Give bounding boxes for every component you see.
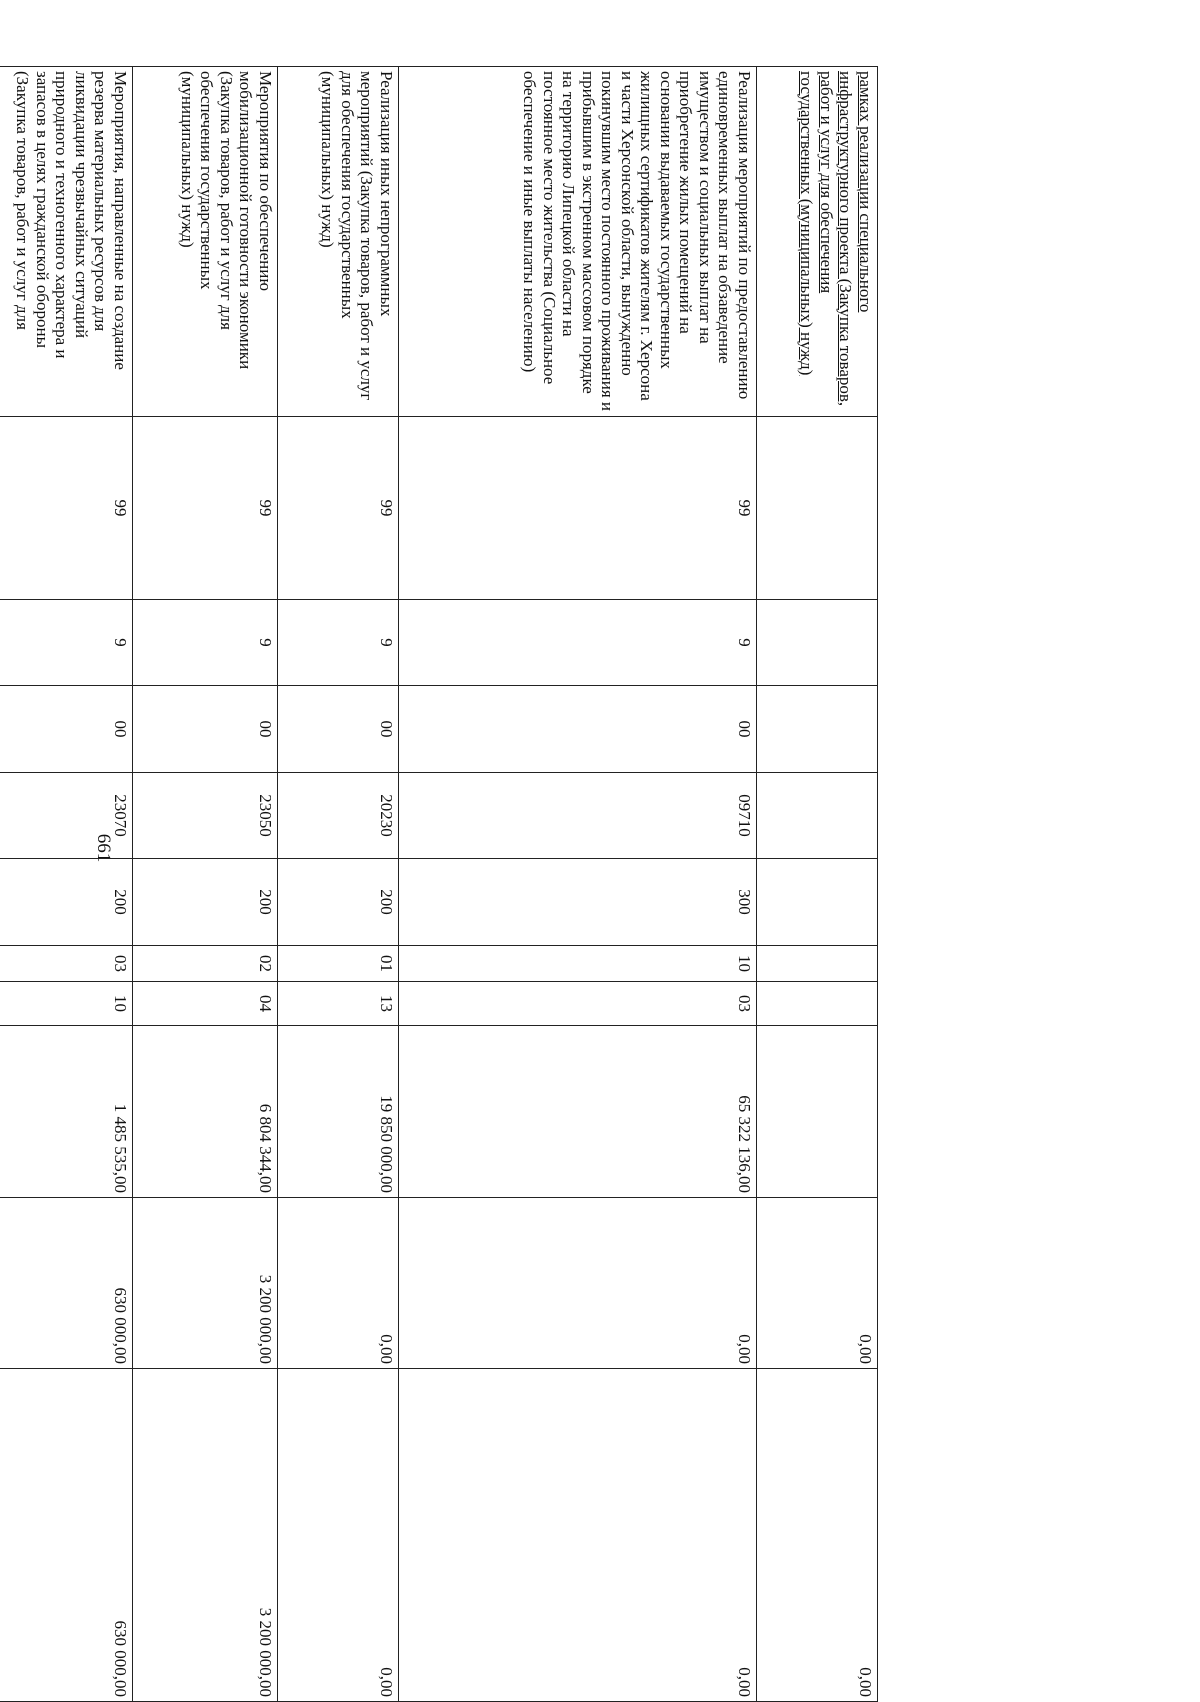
- cell-amount-3: 0,00: [757, 1369, 878, 1702]
- cell-section: 01: [278, 946, 399, 982]
- row-description: рамках реализации специального инфраструктурного проекта (Закупка товаров, работ и услуг для обеспечения государственных (муниципальных) нужд): [757, 67, 878, 417]
- cell-program: 99: [278, 417, 399, 600]
- cell-amount-2: 0,00: [757, 1198, 878, 1369]
- cell-subsection: 04: [133, 982, 278, 1026]
- cell-subprogram: 9: [399, 600, 757, 686]
- cell-program: 99: [399, 417, 757, 600]
- cell-amount-2: 3 200 000,00: [133, 1198, 278, 1369]
- row-description: Мероприятия по обеспечению мобилизационной готовности экономики (Закупка товаров, работ и услуг для обеспечения государственных (муниципальных) нужд): [133, 67, 278, 417]
- cell-direction: 00: [133, 686, 278, 773]
- cell-subprogram: 9: [133, 600, 278, 686]
- cell-program: 99: [133, 417, 278, 600]
- table-row: [0, 67, 133, 1702]
- cell-amount-1: [757, 1026, 878, 1198]
- cell-direction: [757, 686, 878, 773]
- cell-code: 20230: [278, 773, 399, 859]
- cell-kvr: 200: [278, 859, 399, 946]
- table-row: [278, 67, 399, 1702]
- cell-amount-3: 3 200 000,00: [133, 1369, 278, 1702]
- cell-subsection: [757, 982, 878, 1026]
- cell-direction: 00: [278, 686, 399, 773]
- cell-code: 23070: [0, 773, 133, 859]
- row-description: Мероприятия, направленные на создание резерва материальных ресурсов для ликвидации чрезвычайных ситуаций природного и техногенного характера и запасов в целях гражданской обороны (Закупка товаров, работ и услуг для: [0, 67, 133, 417]
- row-description: Реализация иных непрограммных мероприятий (Закупка товаров, работ и услуг для обеспечения государственных (муниципальных) нужд): [278, 67, 399, 417]
- cell-code: 23050: [133, 773, 278, 859]
- cell-direction: 00: [0, 686, 133, 773]
- cell-amount-2: 0,00: [399, 1198, 757, 1369]
- cell-amount-3: 630 000,00: [0, 1369, 133, 1702]
- row-description: Реализация мероприятий по предоставлению единовременных выплат на обзаведение имуществом и социальных выплат на приобретение жилых помещений на основании выдаваемых государственных жилищных сертификатов жителям г. Херсона и части Херсонской области, вынужденно покинувшим место постоянного проживания и прибывшим в экстренном массовом порядке на территорию Липецкой области на постоянное место жительства (Социальное обеспечение и иные выплаты населению): [399, 67, 757, 417]
- cell-section: 02: [133, 946, 278, 982]
- cell-kvr: 200: [133, 859, 278, 946]
- cell-subsection: 03: [399, 982, 757, 1026]
- cell-subprogram: [757, 600, 878, 686]
- cell-subsection: 13: [278, 982, 399, 1026]
- budget-table: [0, 66, 878, 1702]
- cell-kvr: [757, 859, 878, 946]
- cell-section: 03: [0, 946, 133, 982]
- cell-direction: 00: [399, 686, 757, 773]
- cell-kvr: 300: [399, 859, 757, 946]
- cell-subprogram: 9: [0, 600, 133, 686]
- table-row: [399, 67, 757, 1702]
- cell-amount-1: 19 850 000,00: [278, 1026, 399, 1198]
- cell-section: [757, 946, 878, 982]
- cell-amount-2: 630 000,00: [0, 1198, 133, 1369]
- cell-program: [757, 417, 878, 600]
- cell-subprogram: 9: [278, 600, 399, 686]
- cell-section: 10: [399, 946, 757, 982]
- cell-code: 09710: [399, 773, 757, 859]
- page-number: 661: [93, 833, 114, 863]
- cell-amount-1: 1 485 535,00: [0, 1026, 133, 1198]
- table-row: [757, 67, 878, 1702]
- table-row: [133, 67, 278, 1702]
- cell-code: [757, 773, 878, 859]
- cell-program: 99: [0, 417, 133, 600]
- cell-amount-3: 0,00: [399, 1369, 757, 1702]
- cell-amount-2: 0,00: [278, 1198, 399, 1369]
- cell-subsection: 10: [0, 982, 133, 1026]
- cell-amount-3: 0,00: [278, 1369, 399, 1702]
- cell-amount-1: 65 322 136,00: [399, 1026, 757, 1198]
- cell-amount-1: 6 804 344,00: [133, 1026, 278, 1198]
- cell-kvr: 200: [0, 859, 133, 946]
